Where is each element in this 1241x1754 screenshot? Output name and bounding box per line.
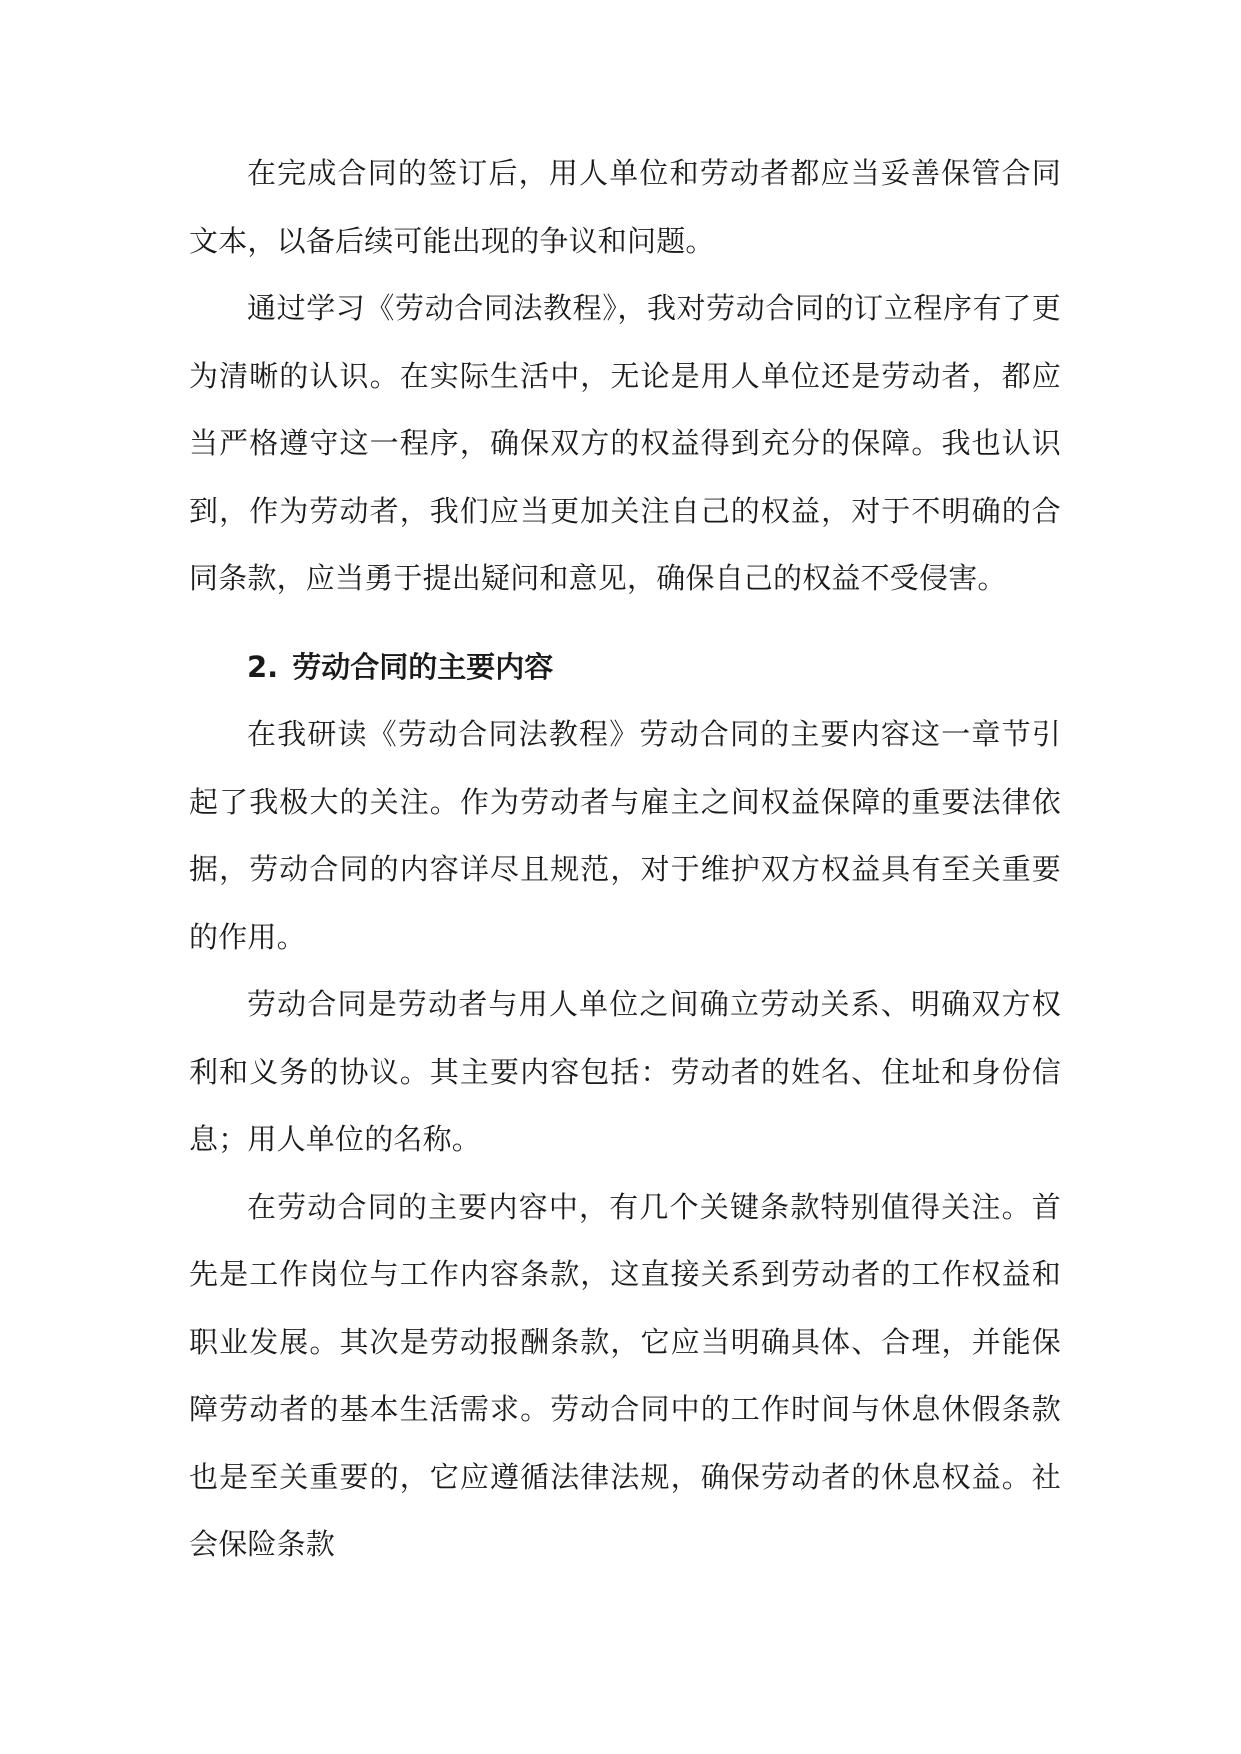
paragraph: 通过学习《劳动合同法教程》，我对劳动合同的订立程序有了更为清晰的认识。在实际生活中，无论是用人单位还是劳动者，都应当严格遵守这一程序，确保双方的权益得到充分的保障。我也认识到，作为劳动者，我们应当更加关注自己的权益，对于不明确的合同条款，应当勇于提出疑问和意见，确保自己的权益不受侵害。 [189,291,1061,595]
paragraph: 劳动合同是劳动者与用人单位之间确立劳动关系、明确双方权利和义务的协议。其主要内容包括：劳动者的姓名、住址和身份信息；用人单位的名称。 [189,987,1061,1156]
document-body [189,140,1061,1579]
section-heading [189,613,1061,702]
paragraph: 在劳动合同的主要内容中，有几个关键条款特别值得关注。首先是工作岗位与工作内容条款，这直接关系到劳动者的工作权益和职业发展。其次是劳动报酬条款，它应当明确具体、合理，并能保障劳动者的基本生活需求。劳动合同中的工作时间与休息休假条款也是至关重要的，它应遵循法律法规，确保劳动者的休息权益。社会保险条款 [189,1189,1061,1561]
paragraph: 在我研读《劳动合同法教程》劳动合同的主要内容这一章节引起了我极大的关注。作为劳动者与雇主之间权益保障的重要法律依据，劳动合同的内容详尽且规范，对于维护双方权益具有至关重要的作用。 [189,717,1061,954]
section-title: 劳动合同的主要内容 [292,649,554,684]
paragraph: 在完成合同的签订后，用人单位和劳动者都应当妥善保管合同文本，以备后续可能出现的争议和问题。 [189,156,1061,258]
section-number: 2. [247,649,279,684]
